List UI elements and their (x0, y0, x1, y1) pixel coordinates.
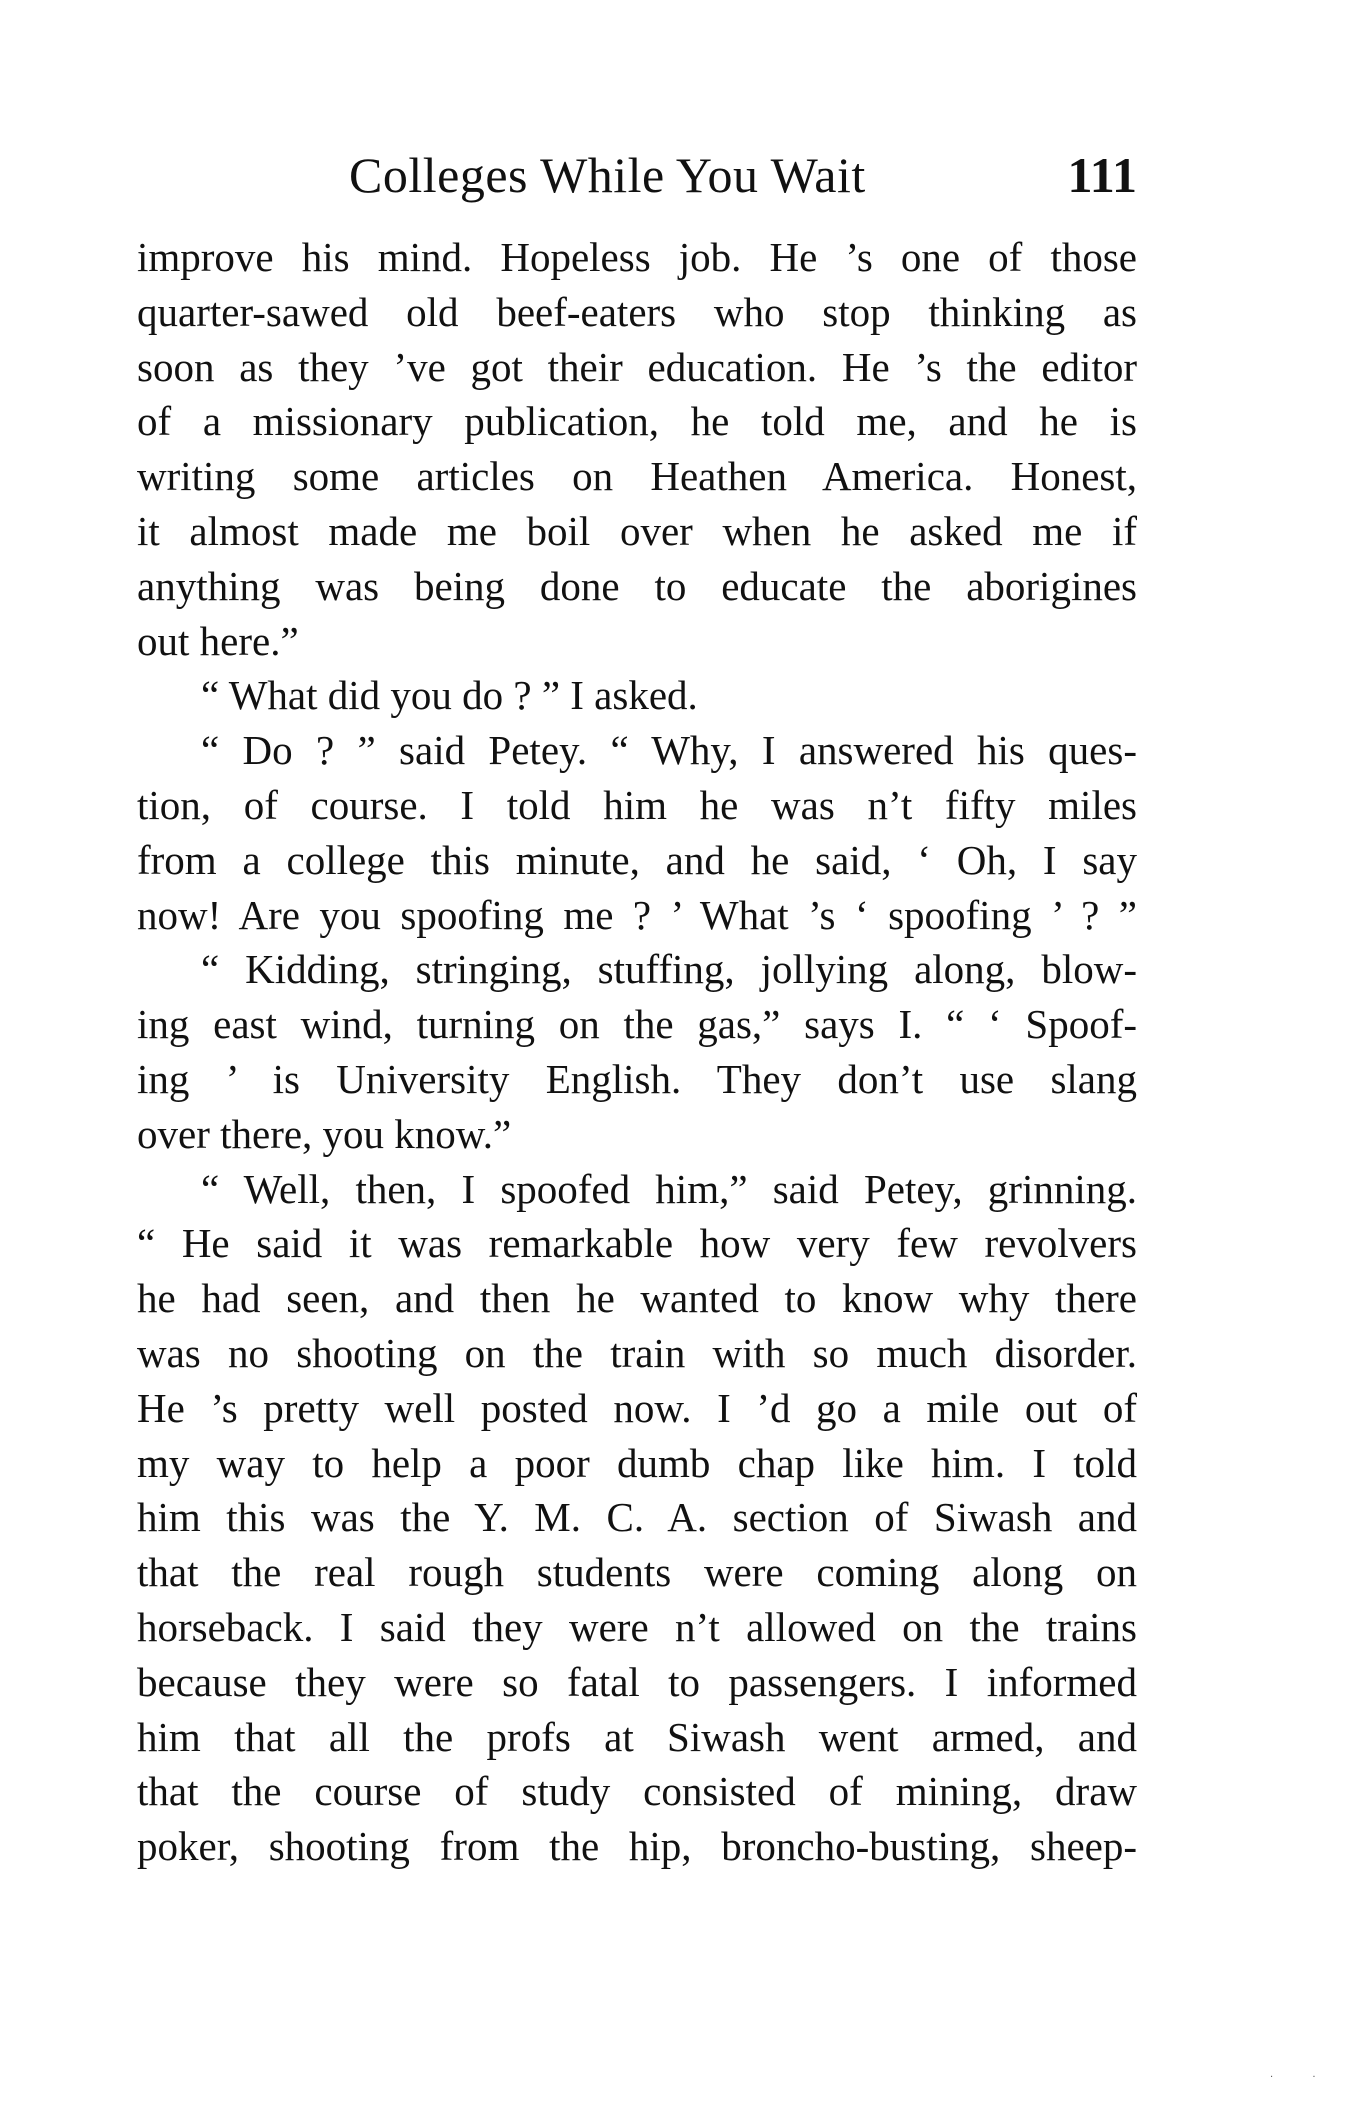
page-number: 111 (1067, 147, 1137, 203)
text-line: out here.” (137, 617, 299, 664)
text-line: my way to help a poor dumb chap like him. I told (137, 1439, 1137, 1486)
text-line: tion, of course. I told him he was n’t fifty miles (137, 781, 1137, 828)
running-head (137, 140, 1137, 210)
text-line: writing some articles on Heathen America. Honest, (137, 453, 1137, 500)
text-line: that the course of study consisted of mining, draw (137, 1768, 1137, 1815)
text-line: he had seen, and then he wanted to know why there (137, 1275, 1137, 1322)
text-line: from a college this minute, and he said, ‘ Oh, I say (137, 836, 1137, 883)
text-line: ing east wind, turning on the gas,” says I. “ ‘ Spoof- (137, 1001, 1137, 1048)
text-line: improve his mind. Hopeless job. He ’s one of those (137, 234, 1137, 280)
text-line: was no shooting on the train with so much disorder. (137, 1329, 1137, 1376)
text-line: quarter-sawed old beef-eaters who stop thinking as (137, 288, 1137, 335)
text-line: “ Well, then, I spoofed him,” said Petey, grinning. (201, 1165, 1137, 1212)
text-line: ing ’ is University English. They don’t use slang (137, 1055, 1137, 1102)
text-line: “ Do ? ” said Petey. “ Why, I answered his ques- (201, 727, 1137, 774)
text-line: that the real rough students were coming along on (137, 1549, 1137, 1596)
text-line: anything was being done to educate the aborigines (137, 562, 1137, 609)
text-line: horseback. I said they were n’t allowed on the trains (137, 1603, 1137, 1650)
text-line: He ’s pretty well posted now. I ’d go a mile out of (137, 1384, 1137, 1431)
body-text (137, 230, 1137, 1874)
text-line: “ He said it was remarkable how very few revolvers (137, 1220, 1137, 1267)
text-line: “ What did you do ? ” I asked. (201, 672, 698, 719)
text-line: of a missionary publication, he told me, and he is (137, 398, 1137, 445)
text-line: soon as they ’ve got their education. He ’s the editor (137, 343, 1137, 390)
text-line: him that all the profs at Siwash went armed, and (137, 1713, 1137, 1760)
text-line: over there, you know.” (137, 1110, 512, 1157)
scan-speck-mark: · · (1270, 2072, 1334, 2083)
text-line: him this was the Y. M. C. A. section of Siwash and (137, 1494, 1137, 1541)
text-line: it almost made me boil over when he asked me if (137, 507, 1137, 554)
text-line: poker, shooting from the hip, broncho-busting, sheep- (137, 1823, 1137, 1870)
text-line: now! Are you spoofing me ? ’ What ’s ‘ spoofing ’ ? ” (137, 891, 1137, 938)
text-line: “ Kidding, stringing, stuffing, jollying along, blow- (201, 946, 1137, 993)
text-line: because they were so fatal to passengers. I informed (137, 1658, 1137, 1705)
running-title: Colleges While You Wait (349, 147, 866, 203)
